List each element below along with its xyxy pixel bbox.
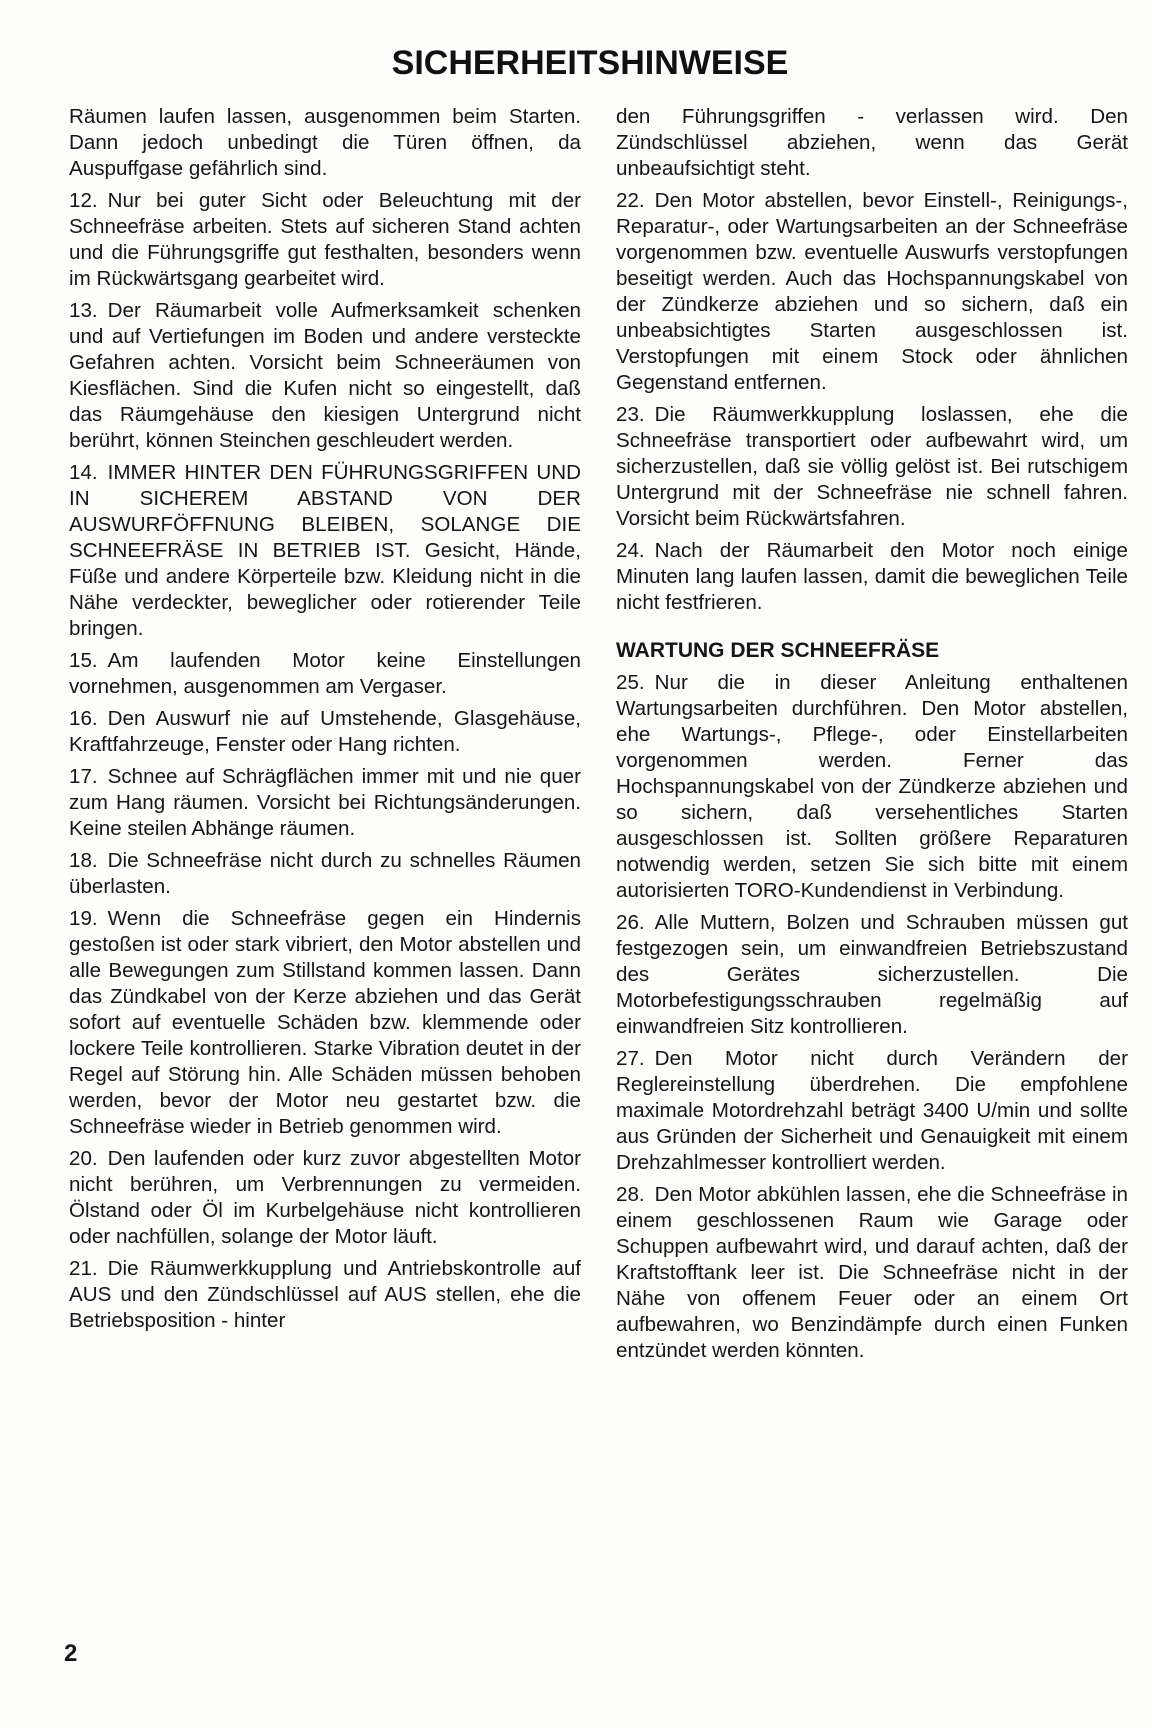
paragraph-13 [69, 298, 581, 454]
paragraph-number: 14. [69, 461, 98, 484]
paragraph-22 [616, 188, 1128, 396]
paragraph-text: Der Räumarbeit volle Aufmerksamkeit schenken und auf Vertiefungen im Boden und andere versteckte Gefahren achten. Vorsicht beim Schneeräumen von Kiesflächen. Sind die Kufen nicht so eingestellt, daß das Räumgehäuse den kiesigen Untergrund nicht berührt, können Steinchen geschleudert werden. [69, 299, 581, 452]
paragraph-text: Den Motor abkühlen lassen, ehe die Schneefräse in einem geschlossenen Raum wie Garage oder Schuppen aufbewahrt wird, und darauf achten, daß der Kraftstofftank leer ist. Die Schneefräse nicht in der Nähe von offenem Feuer oder an einem Ort aufbewahren, wo Benzindämpfe durch einen Funken entzündet werden könnten. [616, 1183, 1128, 1362]
paragraph-text: Nur bei guter Sicht oder Beleuchtung mit der Schneefräse arbeiten. Stets auf sicheren Stand achten und die Führungsgriffe gut festhalten, besonders wenn im Rückwärtsgang gearbeitet wird. [69, 189, 581, 290]
paragraph-16 [69, 706, 581, 758]
paragraph-text: Die Räumwerkkupplung loslassen, ehe die Schneefräse transportiert oder aufbewahrt wird, um sicherzustellen, daß sie völlig gelöst ist. Bei rutschigem Untergrund mit der Schneefräse nie schnell fahren. Vorsicht beim Rückwärtsfahren. [616, 403, 1128, 530]
paragraph-text: Schnee auf Schrägflächen immer mit und nie quer zum Hang räumen. Vorsicht bei Richtungsänderungen. Keine steilen Abhänge räumen. [69, 765, 581, 840]
paragraph-text: Alle Muttern, Bolzen und Schrauben müssen gut festgezogen sein, um einwandfreien Betriebszustand des Gerätes sicherzustellen. Die Motorbefestigungsschrauben regelmäßig auf einwandfreien Sitz kontrollieren. [616, 911, 1128, 1038]
paragraph-12 [69, 188, 581, 292]
right-column [616, 104, 1128, 1370]
paragraph-text: Wenn die Schneefräse gegen ein Hindernis gestoßen ist oder stark vibriert, den Motor abstellen und alle Bewegungen zum Stillstand kommen lassen. Dann das Zündkabel von der Kerze abziehen und das Gerät sofort auf eventuelle Schäden bzw. klemmende oder lockere Teile kontrollieren. Starke Vibration deutet in der Regel auf Störung hin. Alle Schäden müssen behoben werden, bevor der Motor neu gestartet bzw. die Schneefräse wieder in Betrieb genommen wird. [69, 907, 581, 1138]
paragraph-15 [69, 648, 581, 700]
paragraph-number: 21. [69, 1257, 98, 1280]
paragraph-24 [616, 538, 1128, 616]
paragraph-text: Den laufenden oder kurz zuvor abgestellten Motor nicht berühren, um Verbrennungen zu vermeiden. Ölstand oder Öl im Kurbelgehäuse nicht kontrollieren oder nachfüllen, solange der Motor läuft. [69, 1147, 581, 1248]
paragraph-number: 22. [616, 189, 645, 212]
paragraph-26 [616, 910, 1128, 1040]
paragraph-25 [616, 670, 1128, 904]
paragraph-20 [69, 1146, 581, 1250]
paragraph-number: 20. [69, 1147, 98, 1170]
paragraph-text: Die Schneefräse nicht durch zu schnelles Räumen überlasten. [69, 849, 581, 898]
paragraph-text: Räumen laufen lassen, ausgenommen beim Starten. Dann jedoch unbedingt die Türen öffnen, da Auspuffgase gefährlich sind. [69, 105, 581, 180]
paragraph-number: 24. [616, 539, 645, 562]
paragraph-27 [616, 1046, 1128, 1176]
paragraph-number: 26. [616, 911, 645, 934]
paragraph-number: 18. [69, 849, 98, 872]
paragraph-number: 17. [69, 765, 98, 788]
paragraph-text: Den Motor nicht durch Verändern der Reglereinstellung überdrehen. Die empfohlene maximale Motordrehzahl beträgt 3400 U/min und sollte aus Gründen der Sicherheit und Genauigkeit mit einem Drehzahlmesser kontrolliert werden. [616, 1047, 1128, 1174]
paragraph-text: Den Motor abstellen, bevor Einstell-, Reinigungs-, Reparatur-, oder Wartungsarbeiten an der Schneefräse vorgenommen bzw. eventuelle Auswurfs verstopfungen beseitigt werden. Auch das Hochspannungskabel von der Zündkerze abziehen und so sichern, daß ein unbeabsichtigtes Starten ausgeschlossen ist. Verstopfungen mit einem Stock oder ähnlichen Gegenstand entfernen. [616, 189, 1128, 394]
paragraph-23 [616, 402, 1128, 532]
page-title: SICHERHEITSHINWEISE [391, 44, 789, 82]
left-column [69, 104, 581, 1340]
paragraph-14 [69, 460, 581, 642]
paragraph-number: 25. [616, 671, 645, 694]
paragraph-continued [69, 104, 581, 182]
paragraph-number: 12. [69, 189, 98, 212]
paragraph-number: 19. [69, 907, 98, 930]
paragraph-text: Am laufenden Motor keine Einstellungen vornehmen, ausgenommen am Vergaser. [69, 649, 581, 698]
paragraph-text: Nur die in dieser Anleitung enthaltenen Wartungsarbeiten durchführen. Den Motor abstellen, ehe Wartungs-, Pflege-, oder Einstellarbeiten vorgenommen werden. Ferner das Hochspannungskabel von der Zündkerze abziehen und so sichern, daß versehentliches Starten ausgeschlossen ist. Sollten größere Reparaturen notwendig werden, setzen Sie sich bitte mit einem autorisierten TORO-Kundendienst in Verbindung. [616, 671, 1128, 902]
paragraph-18 [69, 848, 581, 900]
paragraph-text: den Führungsgriffen - verlassen wird. Den Zündschlüssel abziehen, wenn das Gerät unbeaufsichtigt steht. [616, 105, 1128, 180]
paragraph-number: 28. [616, 1183, 645, 1206]
page-number: 2 [64, 1640, 78, 1667]
paragraph-text: Den Auswurf nie auf Umstehende, Glasgehäuse, Kraftfahrzeuge, Fenster oder Hang richten. [69, 707, 581, 756]
paragraph-17 [69, 764, 581, 842]
paragraph-number: 13. [69, 299, 98, 322]
section-heading: WARTUNG DER SCHNEEFRÄSE [616, 639, 940, 662]
paragraph-text: IMMER HINTER DEN FÜHRUNGSGRIFFEN UND IN SICHEREM ABSTAND VON DER AUSWURFÖFFNUNG BLEIBEN, SOLANGE DIE SCHNEEFRÄSE IN BETRIEB IST. Gesicht, Hände, Füße und andere Körperteile bzw. Kleidung nicht in die Nähe verdeckter, beweglicher oder rotierender Teile bringen. [69, 461, 581, 640]
paragraph-21 [69, 1256, 581, 1334]
paragraph-continued [616, 104, 1128, 182]
paragraph-text: Nach der Räumarbeit den Motor noch einige Minuten lang laufen lassen, damit die beweglichen Teile nicht festfrieren. [616, 539, 1128, 614]
paragraph-number: 15. [69, 649, 98, 672]
paragraph-19 [69, 906, 581, 1140]
paragraph-number: 27. [616, 1047, 645, 1070]
paragraph-number: 23. [616, 403, 645, 426]
paragraph-number: 16. [69, 707, 98, 730]
paragraph-28 [616, 1182, 1128, 1364]
paragraph-text: Die Räumwerkkupplung und Antriebskontrolle auf AUS und den Zündschlüssel auf AUS stellen, ehe die Betriebsposition - hinter [69, 1257, 581, 1332]
